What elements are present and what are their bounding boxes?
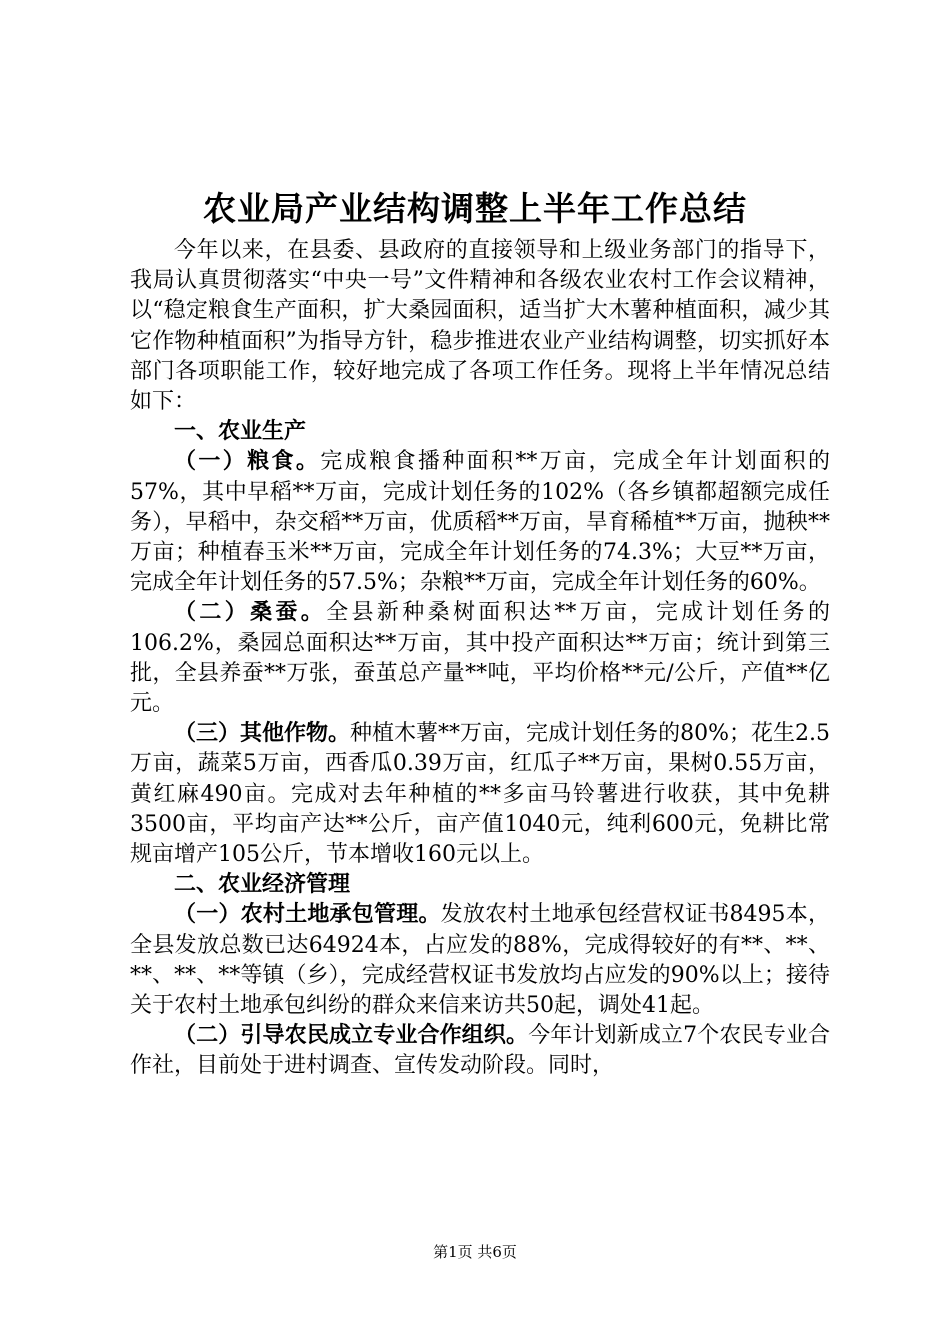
page-footer: 第1页 共6页 (433, 1243, 517, 1261)
paragraph-lead: （一）粮食。 (174, 449, 321, 475)
paragraph-other-crops (130, 719, 830, 870)
paragraph-lead: （一）农村土地承包管理。 (174, 902, 441, 928)
document-body (130, 236, 830, 1082)
paragraph-text: 种植木薯**万亩，完成计划任务的80%；花生2.5万亩，蔬菜5万亩，西香瓜0.39万亩，红瓜子**万亩，果树0.55万亩，黄红麻490亩。完成对去年种植的**多亩马铃薯进行收获，其中免耕3500亩，平均亩产达**公斤，亩产值1040元，纯利600元，免耕比常规亩增产105公斤，节本增收160元以上。 (130, 721, 830, 868)
paragraph-sericulture (130, 598, 830, 719)
paragraph-text: 今年计划新成立7个农民专业合作社，目前处于进村调查、宣传发动阶段。同时， (130, 1023, 830, 1079)
paragraph-grain (130, 447, 830, 598)
paragraph-lead: （二）引导农民成立专业合作组织。 (174, 1023, 529, 1049)
intro-paragraph: 今年以来，在县委、县政府的直接领导和上级业务部门的指导下，我局认真贯彻落实“中央一号”文件精神和各级农业农村工作会议精神，以“稳定粮食生产面积，扩大桑园面积，适当扩大木薯种植面积，减少其它作物种植面积”为指导方针，稳步推进农业产业结构调整，切实抓好本部门各项职能工作，较好地完成了各项工作任务。现将上半年情况总结如下： (130, 238, 830, 415)
paragraph-lead: （二）桑蚕。 (174, 600, 327, 626)
section-heading-agri-production: 一、农业生产 (174, 419, 307, 445)
document-title: 农业局产业结构调整上半年工作总结 (203, 189, 747, 228)
paragraph-text: 完成粮食播种面积**万亩，完成全年计划面积的57%，其中早稻**万亩，完成计划任务的102%（各乡镇都超额完成任务），早稻中，杂交稻**万亩，优质稻**万亩，旱育稀植**万亩，抛秧**万亩；种植春玉米**万亩，完成全年计划任务的74.3%；大豆**万亩，完成全年计划任务的57.5%；杂粮**万亩，完成全年计划任务的60%。 (130, 449, 830, 596)
section-heading-agri-economy: 二、农业经济管理 (174, 872, 351, 898)
paragraph-cooperatives (130, 1021, 830, 1081)
paragraph-text: 发放农村土地承包经营权证书8495本，全县发放总数已达64924本，占应发的88%，完成得较好的有**、**、**、**、**等镇（乡），完成经营权证书发放均占应发的90%以上；接待关于农村土地承包纠纷的群众来信来访共50起，调处41起。 (130, 902, 830, 1019)
paragraph-lead: （三）其他作物。 (174, 721, 351, 747)
paragraph-text: 全县新种桑树面积达**万亩，完成计划任务的106.2%，桑园总面积达**万亩，其中投产面积达**万亩；统计到第三批，全县养蚕**万张，蚕茧总产量**吨，平均价格**元/公斤，产值**亿元。 (130, 600, 830, 717)
paragraph-land-contract (130, 900, 830, 1021)
